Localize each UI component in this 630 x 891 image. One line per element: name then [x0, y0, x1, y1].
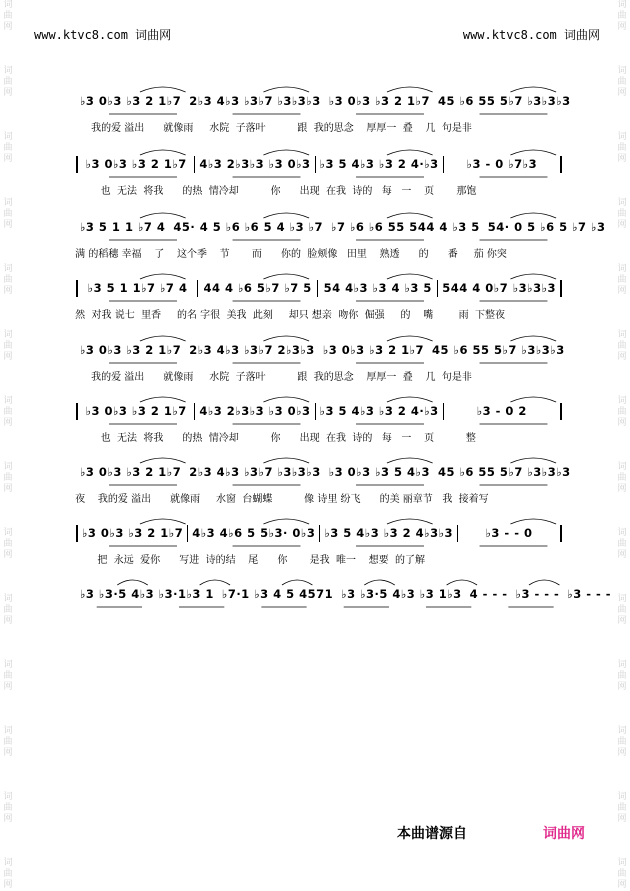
measure: 45 ♭6 55 5♭7 ♭3♭3♭3 [437, 94, 571, 108]
slur-arc [510, 87, 556, 92]
measure: ♭3 ♭3·5 4♭3 ♭3 1♭3 [341, 587, 462, 601]
notation-row [72, 585, 612, 603]
barline [194, 403, 195, 420]
watermark-left-edge: 词 曲 网 词 曲 网 词 曲 网 词 曲 网 词 曲 网 词 曲 网 词 曲 网 词 曲 网 词 曲 网 词 曲 网 词 曲 网 词 曲 网 词 曲 网 词 曲 网 [3, 0, 13, 890]
lyrics-row: 满 的稻穗 幸福 了 这个季 节 而 你的 脸颊像 田里 熟透 的 番 茄 你突 [72, 249, 507, 260]
barline [560, 156, 562, 173]
measure: ♭3 0♭3 ♭3 2 1♭7 [85, 404, 187, 418]
measure: ♭3 0♭3 ♭3 2 1♭7 [85, 157, 187, 171]
barline [319, 525, 320, 542]
slur-arc [263, 397, 309, 402]
slur-arc [140, 150, 186, 155]
slur-arc [510, 397, 556, 402]
barline [315, 156, 316, 173]
measure: ♭3 0♭3 ♭3 2 1♭7 [328, 94, 430, 108]
slur-arc [263, 458, 309, 463]
slur-arc [140, 87, 186, 92]
barline [457, 525, 458, 542]
slur-arc [282, 580, 312, 585]
slur-arc [387, 150, 433, 155]
measure: 45· 4 5 ♭6 ♭6 5 4 ♭3 ♭7 [173, 220, 324, 234]
measure: 4♭3 4♭6 5 5♭3· 0♭3 [192, 526, 316, 540]
slur-arc [263, 519, 309, 524]
barline [443, 403, 444, 420]
slur-arc [364, 580, 394, 585]
slur-marks [72, 147, 566, 157]
notation-row [72, 92, 571, 110]
notation-row [72, 463, 571, 481]
slur-arc [140, 274, 186, 279]
barline [560, 280, 562, 297]
slur-marks [72, 455, 566, 465]
slur-arc [510, 336, 556, 341]
measure: 45 ♭6 55 5♭7 ♭3♭3♭3 [432, 343, 565, 357]
slur-marks [72, 577, 566, 587]
slur-marks [72, 394, 566, 404]
notation-row [72, 341, 566, 359]
lyrics-row: 也 无法 将我 的热 情冷却 你 出现 在我 诗的 每 一 页 整 [72, 433, 476, 444]
measure: ♭3 - - 0 [485, 526, 533, 540]
source-label: 本曲谱源自 [397, 826, 467, 842]
slur-arc [510, 519, 556, 524]
slur-marks [72, 84, 566, 94]
barline [437, 280, 438, 297]
barline [76, 156, 78, 173]
barline [76, 403, 78, 420]
measure: 2♭3 4♭3 ♭3♭7 2♭3♭3 [189, 343, 315, 357]
barline [560, 403, 562, 420]
lyrics-row: 我的爱 溢出 就像雨 水院 子落叶 跟 我的思念 厚厚一 叠 几 句是非 [72, 123, 472, 134]
slur-arc [387, 274, 433, 279]
slur-arc [387, 519, 433, 524]
measure: ♭3 5 1 1♭7 ♭7 4 [87, 281, 188, 295]
notation-row [72, 155, 566, 173]
measure: ♭3 0♭3 ♭3 2 1♭7 [322, 343, 425, 357]
slur-arc [387, 336, 433, 341]
slur-arc [140, 397, 186, 402]
slur-arc [263, 87, 309, 92]
measure: ♭3 0♭3 ♭3 5 4♭3 [328, 465, 430, 479]
measure: ♭3 5 1 1 ♭7 4 [80, 220, 166, 234]
measure: ♭7 ♭6 ♭6 55 544 4 ♭3 5 [331, 220, 480, 234]
slur-marks [72, 210, 566, 220]
slur-arc [387, 458, 433, 463]
slur-arc [200, 580, 230, 585]
slur-arc [529, 580, 559, 585]
slur-arc [140, 519, 186, 524]
measure: ♭3 - - - [515, 587, 560, 601]
slur-arc [387, 397, 433, 402]
slur-marks [72, 271, 566, 281]
barline [315, 403, 316, 420]
source-site: 词曲网 [543, 826, 585, 842]
barline [317, 280, 318, 297]
notation-row [72, 524, 566, 542]
site-url-right: www.ktvc8.com 词曲网 [462, 28, 600, 42]
barline [443, 156, 444, 173]
watermark-right-edge: 词 曲 网 词 曲 网 词 曲 网 词 曲 网 词 曲 网 词 曲 网 词 曲 网 词 曲 网 词 曲 网 词 曲 网 词 曲 网 词 曲 网 词 曲 网 词 曲 网 [617, 0, 627, 890]
slur-arc [140, 336, 186, 341]
slur-marks [72, 516, 566, 526]
slur-arc [387, 87, 433, 92]
measure: 4♭3 2♭3♭3 ♭3 0♭3 [199, 157, 311, 171]
measure: 4 - - - [469, 587, 508, 601]
beam-marks [72, 606, 566, 612]
slur-arc [510, 150, 556, 155]
slur-arc [510, 458, 556, 463]
measure: ♭3 0♭3 ♭3 2 1♭7 [80, 465, 182, 479]
lyrics-row: 我的爱 溢出 就像雨 水院 子落叶 跟 我的思念 厚厚一 叠 几 句是非 [72, 372, 472, 383]
slur-arc [510, 274, 556, 279]
notation-row [72, 218, 606, 236]
measure: 44 4 ♭6 5♭7 ♭7 5 [203, 281, 312, 295]
measure: 2♭3 4♭3 ♭3♭7 ♭3♭3♭3 [189, 465, 321, 479]
measure: ♭3 - 0 ♭7♭3 [466, 157, 538, 171]
lyrics-row: 把 永远 爱你 写进 诗的结 尾 你 是我 唯一 想要 的了解 [72, 555, 426, 566]
barline [560, 525, 562, 542]
slur-arc [387, 213, 433, 218]
measure: ♭3 5 4♭3 ♭3 2 4·♭3 [319, 404, 439, 418]
measure: 54 4♭3 ♭3 4 ♭3 5 [323, 281, 432, 295]
slur-arc [510, 213, 556, 218]
slur-arc [140, 458, 186, 463]
barline [187, 525, 188, 542]
measure: 54· 0 5 ♭6 5 ♭7 ♭3 [487, 220, 606, 234]
slur-arc [263, 336, 309, 341]
measure: ♭7·1 ♭3 4 5 4571 [221, 587, 334, 601]
notation-row [72, 279, 566, 297]
measure: ♭3 0♭3 ♭3 2 1♭7 [80, 94, 182, 108]
barline [194, 156, 195, 173]
slur-arc [140, 213, 186, 218]
measure: ♭3 ♭3·5 4♭3 ♭3·1♭3 1 [80, 587, 214, 601]
slur-arc [447, 580, 477, 585]
measure: ♭3 0♭3 ♭3 2 1♭7 [80, 343, 182, 357]
measure: 2♭3 4♭3 ♭3♭7 ♭3♭3♭3 [189, 94, 321, 108]
lyrics-row: 然 对我 说七 里香 的名 字很 美我 此刻 却只 想亲 吻你 倔强 的 嘴 雨 下整夜 [72, 310, 506, 321]
measure: ♭3 0♭3 ♭3 2 1♭7 [82, 526, 184, 540]
barline [76, 525, 78, 542]
measure: 544 4 0♭7 ♭3♭3♭3 [442, 281, 557, 295]
notation-row [72, 402, 566, 420]
barline [197, 280, 198, 297]
slur-arc [117, 580, 147, 585]
measure: 45 ♭6 55 5♭7 ♭3♭3♭3 [437, 465, 571, 479]
slur-marks [72, 333, 566, 343]
measure: ♭3 5 4♭3 ♭3 2 4♭3♭3 [324, 526, 453, 540]
lyrics-row: 夜 我的爱 溢出 就像雨 水窗 台蝴蝶 像 诗里 纷飞 的美 丽章节 我 接着写 [72, 494, 489, 505]
measure: ♭3 5 4♭3 ♭3 2 4·♭3 [319, 157, 439, 171]
lyrics-row: 也 无法 将我 的热 情冷却 你 出现 在我 诗的 每 一 页 那饱 [72, 186, 477, 197]
slur-arc [263, 150, 309, 155]
measure: ♭3 - - - [567, 587, 612, 601]
measure: 4♭3 2♭3♭3 ♭3 0♭3 [199, 404, 311, 418]
slur-arc [263, 274, 309, 279]
barline [76, 280, 78, 297]
slur-arc [263, 213, 309, 218]
measure: ♭3 - 0 2 [476, 404, 527, 418]
site-url-left: www.ktvc8.com 词曲网 [34, 28, 172, 42]
